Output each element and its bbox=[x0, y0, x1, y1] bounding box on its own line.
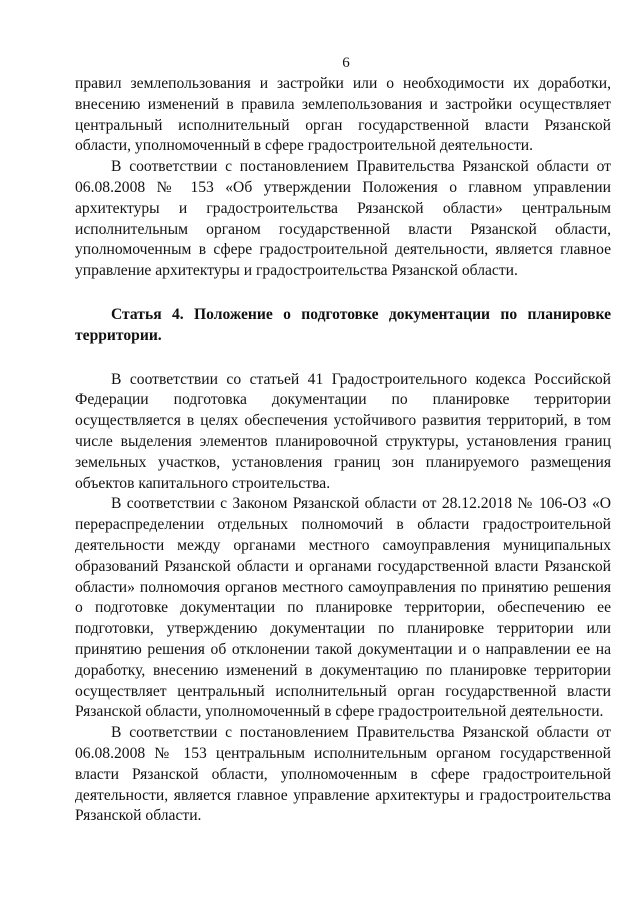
page-number: 6 bbox=[342, 55, 350, 71]
article-4-heading: Статья 4. Положение о подготовке документации по планировке территории. bbox=[75, 305, 611, 344]
paragraph-continuation: правил землепользования и застройки или о необходимости их доработки, внесению изменений в правила землепользования и застройки осуществляет центральный исполнительный орган государственной власти Рязанской области, уполномоченный в сфере градостроительной деятельности. bbox=[75, 75, 611, 155]
document-page bbox=[75, 54, 611, 827]
paragraph-resolution-153: В соответствии с постановлением Правительства Рязанской области от 06.08.2008 № 153 «Об утверждении Положения о главном управлении архитектуры и градостроительства Рязанской области» центральным исполнительным органом государственной власти Рязанской области, уполномоченным в сфере градостроительной деятельности, является главное управление архитектуры и градостроительства Рязанской области. bbox=[75, 158, 611, 280]
paragraph-article-41: В соответствии со статьей 41 Градостроительного кодекса Российской Федерации подготовка документации по планировке территории осуществляется в целях обеспечения устойчивого развития территорий, в том числе выделения элементов планировочной структуры, установления границ земельных участков, установления границ зон планируемого размещения объектов капитального строительства. bbox=[75, 370, 611, 492]
paragraph-resolution-153-authority: В соответствии с постановлением Правительства Рязанской области от 06.08.2008 № 153 центральным исполнительным органом государственной власти Рязанской области, уполномоченным в сфере градостроительной деятельности, является главное управление архитектуры и градостроительства Рязанской области. bbox=[75, 724, 611, 825]
paragraph-law-106-oz: В соответствии с Законом Рязанской области от 28.12.2018 № 106-ОЗ «О перераспределении отдельных полномочий в области градостроительной деятельности между органами местного самоуправления муниципальных образований Рязанской области и органами государственной власти Рязанской области» полномочия органов местного самоуправления по принятию решения о подготовке документации по планировке территории, обеспечению ее подготовки, утверждению документации по планировке территории или принятию решения об отклонении такой документации и о направлении ее на доработку, внесению изменений в документацию по планировке территории осуществляет центральный исполнительный орган государственной власти Рязанской области, уполномоченный в сфере градостроительной деятельности. bbox=[75, 495, 611, 721]
